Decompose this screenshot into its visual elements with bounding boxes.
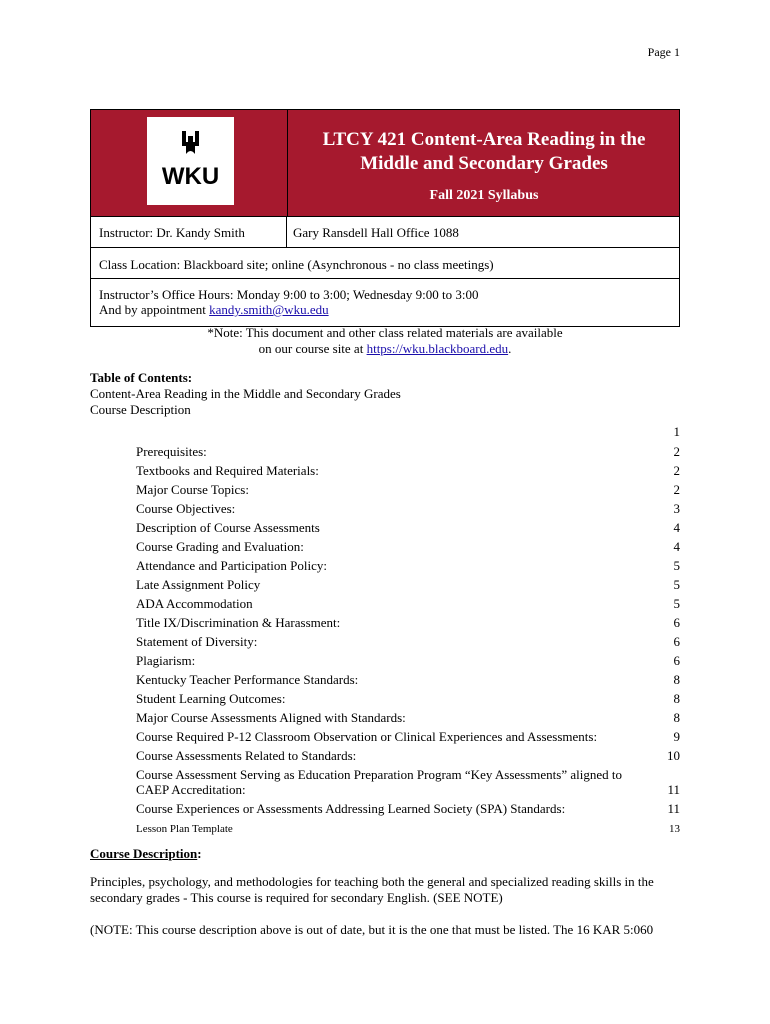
toc-item[interactable] [136,748,680,763]
toc-item-page: 9 [673,729,680,744]
syllabus-header-table [90,109,680,327]
toc-item-label: Textbooks and Required Materials: [136,463,319,478]
toc-item-list [90,444,680,837]
toc-item[interactable] [136,822,680,837]
toc-course-description-page: 1 [673,424,680,439]
toc-item-label: Course Assessments Related to Standards: [136,748,357,763]
toc-item-page: 11 [667,801,680,816]
toc-item-label: Course Required P-12 Classroom Observation or Clinical Experiences and Assessments: [136,729,598,744]
toc-item-label: Plagiarism: [136,653,196,668]
course-description-section [90,846,680,938]
class-location: Class Location: Blackboard site; online (Asynchronous - no class meetings) [91,248,679,279]
course-description-text: Principles, psychology, and methodologies for teaching both the general and specialized reading skills in the secondary grades - This course is required for secondary English. (SEE NOTE) [90,874,654,905]
toc-item-page: 2 [673,444,680,459]
toc-item-label: Attendance and Participation Policy: [136,558,327,573]
toc-item-page: 4 [673,520,680,535]
toc-item-page: 2 [673,463,680,478]
toc-item-label: Late Assignment Policy [136,577,261,592]
toc-item[interactable] [136,672,680,687]
toc-item-label: Title IX/Discrimination & Harassment: [136,615,341,630]
toc-item-label: Course Objectives: [136,501,236,516]
toc-item-label: Course Grading and Evaluation: [136,539,304,554]
toc-item-page: 4 [673,539,680,554]
course-site-note [90,325,680,357]
toc-item-page: 5 [673,577,680,592]
note-line2 [90,341,680,357]
toc-item-label: Lesson Plan Template [136,823,233,835]
heading-colon: : [197,846,202,861]
note-line2-prefix: on our course site at [258,341,367,356]
blackboard-link[interactable]: https://wku.blackboard.edu [366,341,509,356]
course-description-heading: Course Description [90,846,198,861]
toc-item-page: 6 [673,653,680,668]
course-description-note: (NOTE: This course description above is out of date, but it is the one that must be listed. The 16 KAR 5:060 [90,922,654,937]
toc-item-page: 10 [667,748,680,763]
toc-item-page: 8 [673,691,680,706]
toc-item-page: 8 [673,672,680,687]
toc-item[interactable] [136,710,680,725]
toc-item-page: 2 [673,482,680,497]
appointment-prefix: And by appointment [99,302,210,317]
office-hours: Instructor’s Office Hours: Monday 9:00 to 3:00; Wednesday 9:00 to 3:00 [99,287,479,302]
toc-item-label: Prerequisites: [136,444,207,459]
instructor-email-link[interactable]: kandy.smith@wku.edu [209,302,329,317]
toc-item[interactable] [136,539,680,554]
toc-item-label: Description of Course Assessments [136,520,320,535]
toc-item[interactable] [136,463,680,478]
toc-item[interactable] [136,444,680,459]
header-banner [91,110,679,217]
toc-item[interactable] [136,596,680,611]
toc-item[interactable] [136,482,680,497]
toc-item-label: Major Course Assessments Aligned with Standards: [136,710,406,725]
toc-item[interactable] [136,577,680,592]
toc-item-page: 6 [673,615,680,630]
table-of-contents [90,370,680,837]
note-line1: *Note: This document and other class related materials are available [207,325,563,340]
toc-item[interactable] [136,653,680,668]
toc-item[interactable] [136,801,680,816]
toc-item-page: 13 [669,823,680,835]
toc-item-page: 5 [673,558,680,573]
toc-item[interactable] [136,501,680,516]
appointment-line [99,302,671,317]
course-title-line1: LTCY 421 Content-Area Reading in the [322,129,646,150]
svg-text:WKU: WKU [161,163,220,190]
toc-item[interactable] [136,691,680,706]
office-hours-row [91,279,679,326]
note-line2-suffix: . [508,341,512,356]
instructor-name: Instructor: Dr. Kandy Smith [91,217,287,247]
toc-item[interactable] [136,615,680,630]
toc-item-page: 3 [673,501,680,516]
toc-item-label: Major Course Topics: [136,482,249,497]
toc-item[interactable] [136,520,680,535]
toc-item-label: Kentucky Teacher Performance Standards: [136,672,359,687]
toc-item-label: ADA Accommodation [136,596,253,611]
toc-item-page: 6 [673,634,680,649]
term-label: Fall 2021 Syllabus [429,188,539,203]
toc-item-page: 11 [667,782,680,797]
toc-item-page: 5 [673,596,680,611]
toc-item[interactable] [136,767,680,797]
course-title-block [288,128,680,204]
toc-entry-course-description[interactable]: Course Description [90,402,191,417]
toc-item-label: Student Learning Outcomes: [136,691,286,706]
wku-logo [147,117,234,205]
office-location: Gary Ransdell Hall Office 1088 [293,225,459,240]
toc-item[interactable] [136,558,680,573]
wku-logo-icon [148,118,233,204]
toc-title: Table of Contents: [90,370,193,385]
toc-item-page: 8 [673,710,680,725]
toc-entry-course-title[interactable]: Content-Area Reading in the Middle and Secondary Grades [90,386,401,401]
course-title-line2: Middle and Secondary Grades [360,153,608,174]
toc-item[interactable] [136,634,680,649]
instructor-row [91,217,679,248]
page-number: Page 1 [647,45,680,59]
toc-item-label: Statement of Diversity: [136,634,258,649]
toc-item-label: Course Experiences or Assessments Addressing Learned Society (SPA) Standards: [136,801,566,816]
toc-item-label: Course Assessment Serving as Education Preparation Program “Key Assessments” aligned to CAEP Accreditation: [136,767,622,797]
toc-item[interactable] [136,729,680,744]
